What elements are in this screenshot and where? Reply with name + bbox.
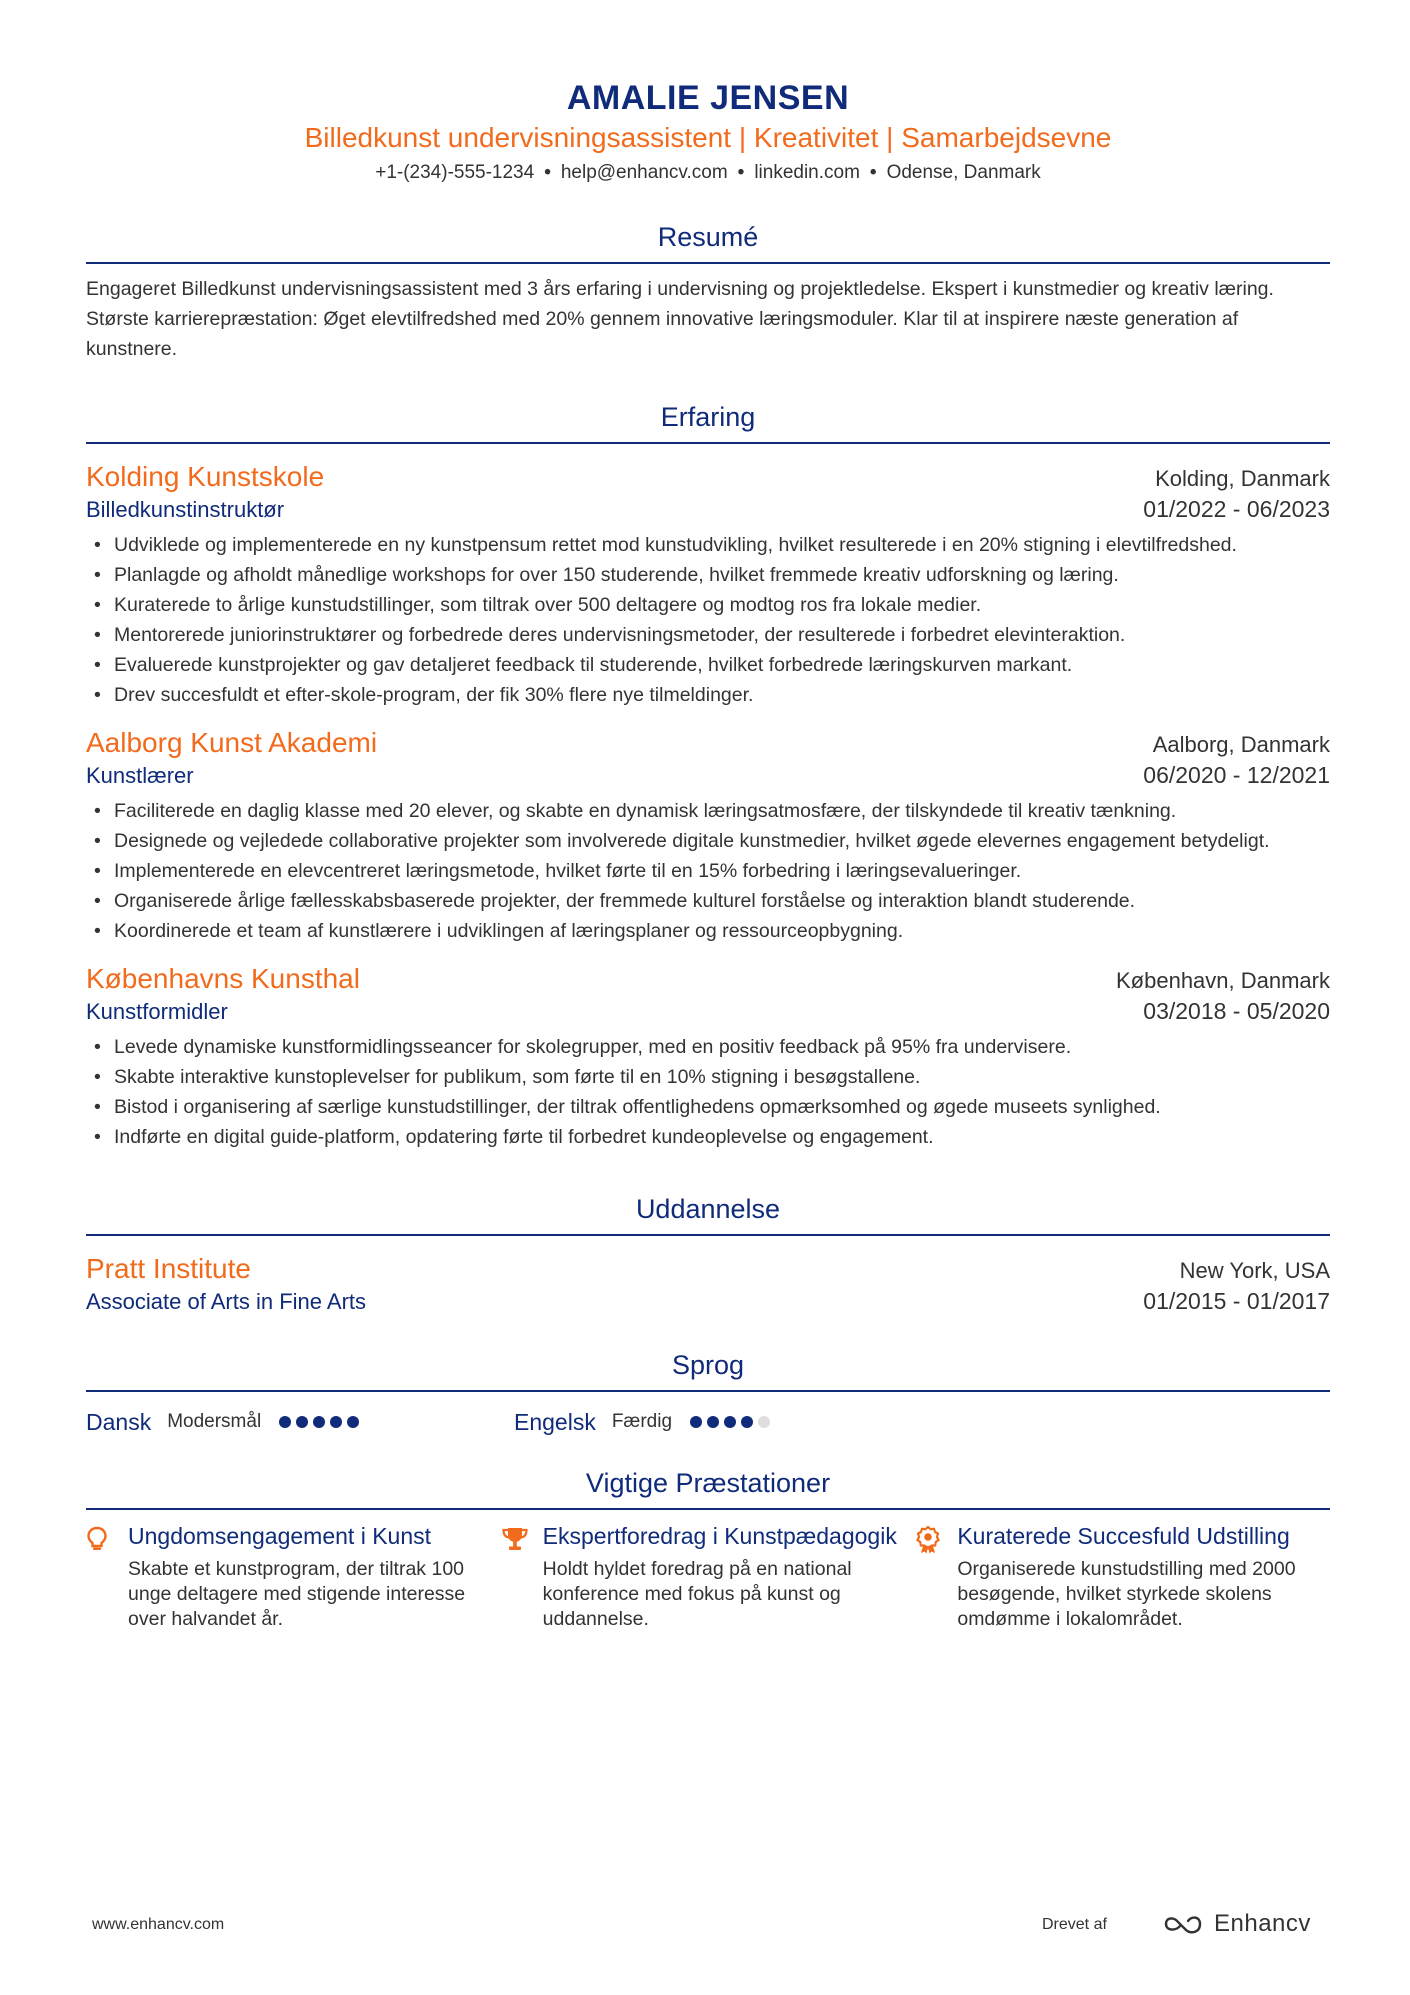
education-entry xyxy=(86,1250,1330,1318)
job-title: Kunstlærer xyxy=(86,763,194,788)
proficiency-dot-filled xyxy=(330,1416,342,1428)
job-location: Aalborg, Danmark xyxy=(1152,732,1330,757)
company-name: Kolding Kunstskole xyxy=(86,461,325,492)
bullet-item: • Indførte en digital guide-platform, opdatering førte til forbedret kundeoplevelse og engagement. xyxy=(86,1122,1330,1152)
achievement-description: Organiserede kunstudstilling med 2000 besøgende, hvilket styrkede skolens omdømme i lokalområdet. xyxy=(957,1558,1296,1630)
separator: • xyxy=(869,162,877,183)
language-item xyxy=(86,1409,514,1436)
bullet-item: • Bistod i organisering af særlige kunstudstillinger, der tiltrak offentlighedens opmærksomhed og øgede museets synlighed. xyxy=(86,1092,1330,1122)
bullet-item: • Mentorerede juniorinstruktører og forbedrede deres undervisningsmetoder, der resulterede i forbedret elevinteraktion. xyxy=(86,620,1330,650)
section-title: Resumé xyxy=(86,220,1330,264)
bullet-item: • Organiserede årlige fællesskabsbaserede projekter, der fremmede kulturel forståelse og interaktion blandt studerende. xyxy=(86,886,1330,916)
section-title: Erfaring xyxy=(86,400,1330,444)
achievement-description: Holdt hyldet foredrag på en national konference med fokus på kunst og uddannelse. xyxy=(542,1558,852,1630)
job-location: København, Danmark xyxy=(1116,968,1330,993)
achievement-title: Ungdomsengagement i Kunst xyxy=(128,1523,432,1549)
enhancv-logo[interactable] xyxy=(1162,1910,1311,1938)
lightbulb-icon xyxy=(86,1522,128,1632)
proficiency-dot-filled xyxy=(707,1416,719,1428)
proficiency-dot-filled xyxy=(313,1416,325,1428)
bullet-item: • Designede og vejledede collaborative projekter som involverede digitale kunstmedier, hvilket øgede elevernes engagement betydeligt. xyxy=(86,826,1330,856)
candidate-name: AMALIE JENSEN xyxy=(566,79,850,117)
education-dates: 01/2015 - 01/2017 xyxy=(1143,1288,1330,1314)
degree: Associate of Arts in Fine Arts xyxy=(86,1289,367,1314)
bullet-item: • Skabte interaktive kunstoplevelser for publikum, som førte til en 10% stigning i besøgstallene. xyxy=(86,1062,1330,1092)
proficiency-dot-filled xyxy=(347,1416,359,1428)
job-entry xyxy=(86,960,1330,1152)
bullet-item: • Faciliterede en daglig klasse med 20 elever, og skabte en dynamisk læringsatmosfære, der tilskyndede til kreativ tænkning. xyxy=(86,796,1330,826)
location: Odense, Danmark xyxy=(886,162,1041,183)
summary-section xyxy=(86,220,1330,364)
language-name: Engelsk xyxy=(514,1408,596,1435)
bullet-item: • Implementerede en elevcentreret læringsmetode, hvilket førte til en 15% forbedring i læringsevalueringer. xyxy=(86,856,1330,886)
company-name: Aalborg Kunst Akademi xyxy=(86,727,378,758)
achievement-description: Skabte et kunstprogram, der tiltrak 100 unge deltagere med stigende interesse over halvandet år. xyxy=(128,1558,466,1630)
job-title: Billedkunstinstruktør xyxy=(86,497,285,522)
powered-by-label: Drevet af xyxy=(1042,1916,1107,1933)
education-section xyxy=(86,1192,1330,1318)
footer xyxy=(92,1910,1312,1940)
achievement-item xyxy=(915,1522,1330,1632)
job-dates: 03/2018 - 05/2020 xyxy=(1143,998,1330,1024)
achievement-item xyxy=(86,1522,501,1632)
job-location: Kolding, Danmark xyxy=(1155,466,1330,491)
job-bullets xyxy=(86,1032,1330,1152)
enhancv-brand: Enhancv xyxy=(1214,1910,1311,1937)
separator: • xyxy=(544,162,551,183)
trophy-icon xyxy=(501,1522,543,1632)
bullet-item: • Levede dynamiske kunstformidlingsseancer for skolegrupper, med en positiv feedback på 95% fra undervisere. xyxy=(86,1032,1330,1062)
school-location: New York, USA xyxy=(1179,1258,1330,1283)
contact-line xyxy=(86,160,1330,186)
bullet-item: • Kuraterede to årlige kunstudstillinger, som tiltrak over 500 deltagere og modtog ros fra lokale medier. xyxy=(86,590,1330,620)
job-title: Kunstformidler xyxy=(86,999,228,1024)
section-title: Sprog xyxy=(86,1348,1330,1392)
bullet-item: • Udviklede og implementerede en ny kunstpensum rettet mod kunstudvikling, hvilket resulterede i en 20% stigning i elevtilfredshed. xyxy=(86,530,1330,560)
enhancv-logo-icon xyxy=(1162,1912,1206,1936)
footer-url[interactable]: www.enhancv.com xyxy=(92,1916,225,1933)
company-name: Københavns Kunsthal xyxy=(86,963,360,994)
achievement-item xyxy=(501,1522,916,1632)
linkedin-link[interactable]: linkedin.com xyxy=(754,162,860,183)
job-entry xyxy=(86,458,1330,710)
proficiency-dot-filled xyxy=(690,1416,702,1428)
proficiency-dot-filled xyxy=(279,1416,291,1428)
proficiency-dots xyxy=(279,1416,364,1428)
section-title: Uddannelse xyxy=(86,1192,1330,1236)
resume-page xyxy=(86,0,1330,1995)
resume-header xyxy=(86,0,1330,186)
job-entry xyxy=(86,724,1330,946)
language-level: Færdig xyxy=(611,1411,673,1432)
bullet-item: • Planlagde og afholdt månedlige workshops for over 150 studerende, hvilket fremmede kreativ udforskning og læring. xyxy=(86,560,1330,590)
experience-section xyxy=(86,400,1330,1152)
proficiency-dot-filled xyxy=(296,1416,308,1428)
language-item xyxy=(514,1409,942,1436)
job-dates: 01/2022 - 06/2023 xyxy=(1143,496,1330,522)
separator: • xyxy=(737,162,745,183)
phone: +1-(234)-555-1234 xyxy=(375,162,535,183)
job-bullets xyxy=(86,796,1330,946)
job-bullets xyxy=(86,530,1330,710)
email-link[interactable]: help@enhancv.com xyxy=(560,162,728,183)
language-level: Modersmål xyxy=(167,1411,262,1432)
language-name: Dansk xyxy=(86,1408,152,1435)
headline: Billedkunst undervisningsassistent | Kreativitet | Samarbejdsevne xyxy=(304,122,1112,153)
bullet-item: • Evaluerede kunstprojekter og gav detaljeret feedback til studerende, hvilket forbedrede læringskurven markant. xyxy=(86,650,1330,680)
summary-text: Engageret Billedkunst undervisningsassistent med 3 års erfaring i undervisning og projektledelse. Ekspert i kunstmedier og kreativ læring. Største karrierepræstation: Øget elevtilfredshed med 20% gennem innovative læringsmoduler. Klar til at inspirere næste generation af kunstnere. xyxy=(86,278,1274,360)
award-icon xyxy=(915,1522,957,1632)
proficiency-dot-filled xyxy=(741,1416,753,1428)
school-name: Pratt Institute xyxy=(86,1253,251,1284)
proficiency-dot-filled xyxy=(724,1416,736,1428)
achievement-title: Kuraterede Succesfuld Udstilling xyxy=(957,1523,1290,1549)
section-title: Vigtige Præstationer xyxy=(86,1466,1330,1510)
bullet-item: • Koordinerede et team af kunstlærere i udviklingen af læringsplaner og ressourceopbygning. xyxy=(86,916,1330,946)
proficiency-dots xyxy=(690,1416,775,1428)
bullet-item: • Drev succesfuldt et efter-skole-program, der fik 30% flere nye tilmeldinger. xyxy=(86,680,1330,710)
proficiency-dot-empty xyxy=(758,1416,770,1428)
job-dates: 06/2020 - 12/2021 xyxy=(1143,762,1330,788)
achievement-title: Ekspertforedrag i Kunstpædagogik xyxy=(542,1523,897,1549)
languages-section xyxy=(86,1348,1330,1438)
achievements-section xyxy=(86,1466,1330,1632)
